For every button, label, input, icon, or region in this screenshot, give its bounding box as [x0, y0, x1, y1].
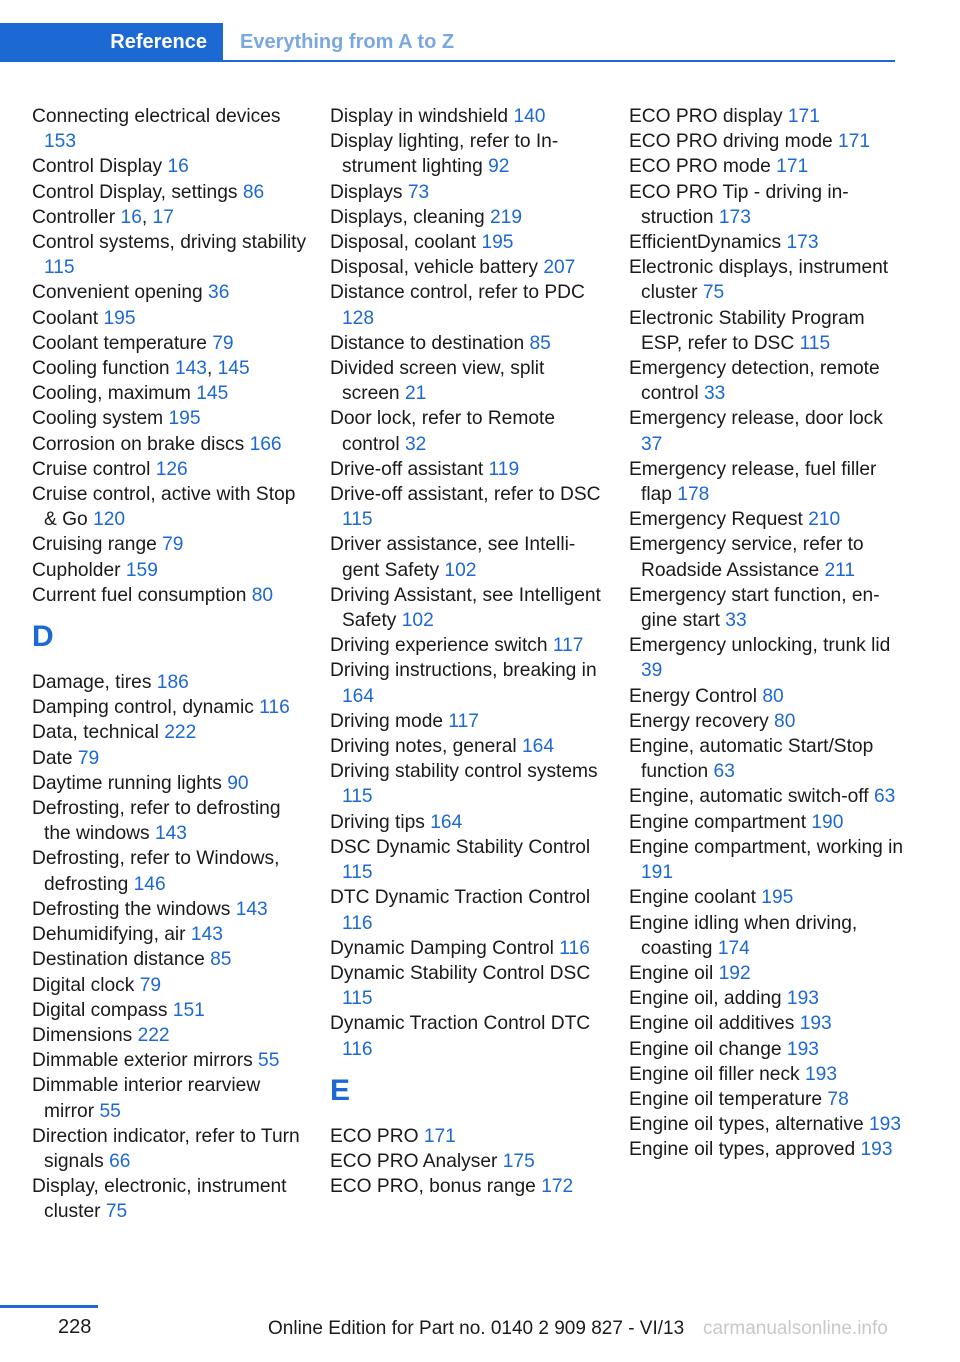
- index-entry-term: Dimmable interior rearview mirror: [32, 1075, 261, 1122]
- index-entry-term: Distance to destination: [330, 332, 525, 354]
- page-link[interactable]: 92: [488, 156, 510, 178]
- page-link[interactable]: 171: [787, 106, 820, 127]
- index-entry: [32, 406, 307, 431]
- page-link[interactable]: 79: [212, 332, 234, 354]
- page-link[interactable]: 195: [168, 408, 201, 430]
- index-entry: [330, 180, 605, 205]
- page-link[interactable]: 36: [208, 282, 230, 304]
- index-entry-term: EfficientDynamics: [629, 232, 782, 254]
- index-entry: [330, 709, 605, 734]
- index-entry: [629, 835, 904, 885]
- index-entry: [629, 633, 904, 683]
- index-entry-term: Engine oil change: [629, 1038, 782, 1060]
- index-entry: [32, 973, 307, 998]
- index-entry-term: Emergency Request: [629, 509, 803, 531]
- index-entry-term: Engine oil types, alternative: [629, 1114, 864, 1136]
- page-link[interactable]: 78: [827, 1088, 849, 1110]
- page-link[interactable]: 85: [210, 949, 232, 971]
- index-entry: [32, 1073, 307, 1123]
- index-entry-term: Cooling function: [32, 358, 170, 380]
- page-link[interactable]: 126: [155, 458, 188, 480]
- page-link[interactable]: 79: [162, 534, 184, 556]
- index-entry: [330, 331, 605, 356]
- page-link[interactable]: 90: [227, 772, 249, 794]
- page-link[interactable]: 55: [99, 1100, 121, 1122]
- index-entry-term: Cooling system: [32, 408, 164, 430]
- index-entry-term: Driving notes, general: [330, 736, 517, 758]
- page-link[interactable]: 143: [174, 358, 207, 380]
- page-link[interactable]: 166: [249, 433, 282, 455]
- index-entry-term: Electronic displays, instrument cluster: [629, 257, 889, 304]
- index-entry: [32, 695, 307, 720]
- page-link[interactable]: 193: [799, 1013, 832, 1035]
- index-entry: [330, 532, 605, 582]
- page-link[interactable]: 222: [137, 1024, 170, 1046]
- index-entry-term: Disposal, vehicle battery: [330, 257, 538, 279]
- index-entry-term: Engine oil, adding: [629, 988, 782, 1010]
- index-entry-term: Displays: [330, 181, 403, 203]
- page-link[interactable]: 119: [488, 458, 520, 480]
- page-link[interactable]: 140: [513, 106, 546, 127]
- page-link[interactable]: 79: [77, 747, 100, 769]
- index-entry: [330, 1124, 605, 1149]
- index-entry: [32, 720, 307, 745]
- index-entry: [32, 796, 307, 846]
- index-entry: [330, 1011, 605, 1061]
- index-entry-term: Drive-off assistant, refer to DSC: [330, 484, 601, 506]
- index-entry: [629, 306, 904, 356]
- index-entry-term: Dimensions: [32, 1024, 133, 1046]
- index-entry-term: Emergency unlocking, trunk lid: [629, 635, 891, 657]
- index-entry-term: Cruising range: [32, 534, 157, 556]
- index-entry-term: Driving Assistant, see Intelligent Safety: [330, 584, 601, 632]
- index-entry: [330, 1174, 605, 1199]
- page-link[interactable]: 222: [164, 722, 197, 744]
- index-entry-term: Electronic Stability Program ESP, refer to DSC: [629, 307, 865, 354]
- index-entry-term: Engine oil: [629, 962, 714, 984]
- index-entry-term: DTC Dynamic Traction Control: [330, 887, 591, 909]
- index-entry: [330, 633, 605, 658]
- index-entry-term: Engine coolant: [629, 887, 756, 909]
- index-entry-term: Engine idling when driving, coasting: [629, 912, 858, 959]
- page-link[interactable]: 63: [873, 786, 896, 808]
- index-entry-term: Engine, automatic switch-off: [629, 786, 869, 808]
- index-entry-term: Dimmable exterior mirrors: [32, 1050, 253, 1072]
- page-link[interactable]: 193: [805, 1063, 838, 1085]
- index-entry: [330, 658, 605, 708]
- page-link[interactable]: 116: [559, 937, 590, 959]
- index-entry: [32, 180, 307, 205]
- index-entry: [330, 835, 605, 885]
- footer-rule: [0, 1305, 98, 1308]
- index-entry: [32, 846, 307, 896]
- index-entry-term: Displays, cleaning: [330, 206, 485, 228]
- index-entry: [330, 255, 605, 280]
- page-link[interactable]: 73: [407, 181, 430, 203]
- index-entry: [32, 306, 307, 331]
- page-link[interactable]: 146: [133, 873, 166, 895]
- index-entry-term: Distance control, refer to PDC: [330, 282, 585, 304]
- page-link[interactable]: 80: [762, 685, 784, 707]
- page-link[interactable]: 115: [342, 509, 373, 531]
- index-entry-term: Driving tips: [330, 811, 425, 833]
- index-entry: [629, 1011, 904, 1036]
- index-column-2: [330, 104, 605, 1199]
- page-link[interactable]: 116: [342, 1038, 373, 1060]
- page-link[interactable]: 186: [156, 672, 189, 694]
- index-entry-term: Current fuel consumption: [32, 584, 247, 606]
- index-entry-term: Digital compass: [32, 999, 168, 1021]
- index-entry: [629, 734, 904, 784]
- page-link[interactable]: 32: [404, 433, 427, 455]
- index-entry-term: Engine oil additives: [629, 1013, 795, 1035]
- page-link[interactable]: 178: [677, 484, 710, 506]
- index-entry: [32, 457, 307, 482]
- page-link[interactable]: 75: [105, 1201, 128, 1223]
- index-entry-term: Display, electronic, instrument cluster: [32, 1176, 287, 1223]
- index-entry-term: Engine compartment, working in: [629, 836, 904, 858]
- index-entry-term: Corrosion on brake discs: [32, 433, 245, 455]
- index-entry-term: Disposal, coolant: [330, 232, 477, 254]
- page-link[interactable]: 16: [167, 156, 189, 178]
- index-entry: [330, 961, 605, 1011]
- page-link[interactable]: 143: [190, 924, 223, 946]
- index-entry: [629, 1037, 904, 1062]
- index-entry: [330, 482, 605, 532]
- index-entry-term: Emergency start function, engine start: [629, 584, 880, 632]
- index-entry-term: Cupholder: [32, 559, 121, 581]
- page-link[interactable]: 174: [717, 937, 750, 959]
- page-link[interactable]: 117: [552, 635, 584, 657]
- page-header: [0, 23, 895, 62]
- index-entry: [32, 104, 307, 154]
- index-entry: [629, 583, 904, 633]
- index-entry: [629, 709, 904, 734]
- index-entry: [629, 507, 904, 532]
- index-entry: [629, 911, 904, 961]
- index-entry-term: Controller: [32, 206, 116, 228]
- index-entry-term: Data, technical: [32, 722, 159, 744]
- index-entry: [629, 1112, 904, 1137]
- page-link[interactable]: 145: [196, 383, 229, 405]
- index-entry-term: Dehumidifying, air: [32, 924, 186, 946]
- index-entry: [629, 255, 904, 305]
- index-entry: [32, 558, 307, 583]
- page-link[interactable]: 63: [713, 761, 735, 783]
- page-link[interactable]: 192: [718, 962, 751, 984]
- page-link[interactable]: 115: [342, 862, 373, 884]
- page-link[interactable]: 21: [404, 383, 427, 405]
- index-entry-term: ECO PRO Tip - driving instruction: [629, 181, 849, 228]
- index-entry-term: Energy recovery: [629, 710, 769, 732]
- index-entry: [330, 230, 605, 255]
- index-entry: [629, 961, 904, 986]
- page-link[interactable]: 16: [120, 206, 142, 228]
- index-entry-term: Damage, tires: [32, 672, 152, 694]
- index-entry: [629, 532, 904, 582]
- index-entry: [629, 457, 904, 507]
- index-entry: [629, 684, 904, 709]
- page-link[interactable]: 193: [786, 1038, 819, 1060]
- index-entry: [330, 104, 605, 129]
- index-entry-term: Destination distance: [32, 949, 205, 971]
- page-link[interactable]: 85: [529, 332, 551, 354]
- index-entry-term: Display in windshield: [330, 106, 509, 127]
- chapter-tab[interactable]: Everything from A to Z: [240, 31, 455, 53]
- page-link[interactable]: 80: [251, 584, 274, 606]
- index-entry: [330, 734, 605, 759]
- index-entry: [629, 885, 904, 910]
- index-entry-term: Drive-off assistant: [330, 458, 484, 480]
- page-link[interactable]: 55: [258, 1050, 280, 1072]
- index-entry-term: Emergency detection, remote control: [629, 358, 880, 405]
- index-entry: [32, 922, 307, 947]
- page-link[interactable]: 102: [444, 559, 477, 581]
- page-link[interactable]: 80: [774, 710, 796, 732]
- index-entry: [330, 583, 605, 633]
- index-entry: [32, 583, 307, 608]
- index-entry-term: Control Display, settings: [32, 181, 238, 203]
- index-entry: [629, 356, 904, 406]
- page-link[interactable]: 66: [109, 1150, 131, 1172]
- index-entry-term: ECO PRO driving mode: [629, 131, 833, 153]
- index-entry: [330, 129, 605, 179]
- page-link[interactable]: 210: [808, 509, 841, 531]
- index-entry-term: Energy Control: [629, 685, 757, 707]
- page-link[interactable]: 164: [342, 685, 375, 707]
- index-entry: [330, 759, 605, 809]
- index-entry-term: DSC Dynamic Stability Control: [330, 836, 591, 858]
- index-entry-term: Engine compartment: [629, 811, 807, 833]
- index-entry: [330, 885, 605, 935]
- page-link[interactable]: 171: [776, 156, 809, 178]
- index-entry: [330, 205, 605, 230]
- index-entry-term: Driving stability control systems: [330, 761, 598, 783]
- index-entry-term: Engine, automatic Start/Stop function: [629, 736, 874, 783]
- index-entry-term: Engine oil temperature: [629, 1088, 823, 1110]
- index-entry-term: Driving instructions, breaking in: [330, 660, 597, 682]
- index-entry-term: Display lighting, refer to Instrument lighting: [330, 131, 559, 178]
- page-link[interactable]: 151: [172, 999, 205, 1021]
- page-link[interactable]: 173: [718, 206, 751, 228]
- index-entry: [32, 670, 307, 695]
- index-entry: [330, 810, 605, 835]
- index-entry-term: Cruise control: [32, 458, 151, 480]
- page-link[interactable]: 171: [423, 1125, 456, 1147]
- page-link[interactable]: 145: [217, 358, 250, 380]
- page-link[interactable]: 37: [641, 433, 663, 455]
- index-entry-term: Dynamic Traction Control DTC: [330, 1013, 591, 1035]
- index-entry: [32, 1023, 307, 1048]
- page-link[interactable]: 164: [522, 736, 555, 758]
- page-link[interactable]: 195: [761, 887, 794, 909]
- page-link[interactable]: 195: [103, 307, 136, 329]
- page-link[interactable]: 172: [541, 1176, 574, 1198]
- index-entry: [330, 356, 605, 406]
- index-entry: [629, 230, 904, 255]
- index-entry: Controller 16, 17: [32, 206, 174, 228]
- page-link[interactable]: 191: [641, 862, 674, 884]
- page-link[interactable]: 79: [139, 974, 162, 996]
- page-link[interactable]: 193: [869, 1114, 902, 1136]
- index-entry-term: Dynamic Damping Control: [330, 937, 554, 959]
- header-rule: [0, 60, 895, 62]
- index-entry-term: Driver assistance, see Intelligent Safety: [330, 534, 576, 581]
- index-column-1: [32, 104, 307, 1225]
- index-entry: [629, 180, 904, 230]
- page-link[interactable]: 115: [799, 332, 831, 354]
- index-entry-term: ECO PRO, bonus range: [330, 1176, 536, 1198]
- index-entry-term: Emergency service, refer to Roadside Assistance: [629, 534, 864, 581]
- page-link[interactable]: 173: [786, 232, 819, 254]
- index-entry: [330, 936, 605, 961]
- page-link[interactable]: 143: [235, 898, 268, 920]
- index-entry: [32, 1174, 307, 1224]
- index-entry-term: Coolant temperature: [32, 332, 207, 354]
- page-link[interactable]: 102: [401, 610, 434, 632]
- index-entry: [330, 1149, 605, 1174]
- index-entry-term: ECO PRO display: [629, 106, 783, 127]
- page-link[interactable]: 159: [125, 559, 158, 581]
- index-entry-term: Date: [32, 747, 73, 769]
- index-entry: [32, 280, 307, 305]
- page-link[interactable]: 211: [824, 559, 856, 581]
- index-entry: [629, 104, 904, 129]
- index-entry-term: Digital clock: [32, 974, 135, 996]
- page-link[interactable]: 116: [342, 912, 373, 934]
- index-entry-term: ECO PRO: [330, 1125, 419, 1147]
- page-link[interactable]: 153: [44, 131, 77, 153]
- index-entry-term: Damping control, dynamic: [32, 697, 254, 719]
- index-entry: [32, 230, 307, 280]
- index-entry-term: Divided screen view, split screen: [330, 358, 545, 405]
- page-link[interactable]: 17: [152, 206, 174, 228]
- index-entry-term: Cooling, maximum: [32, 383, 191, 405]
- index-entry-term: Control systems, driving stability: [32, 232, 307, 254]
- index-entry-term: Engine oil types, approved: [629, 1139, 856, 1161]
- page-link[interactable]: 193: [860, 1139, 893, 1161]
- index-entry-term: Dynamic Stability Control DSC: [330, 962, 591, 984]
- index-entry: [330, 406, 605, 456]
- index-entry-term: Driving mode: [330, 710, 444, 732]
- index-entry-term: Defrosting, refer to defrosting the windows: [32, 798, 281, 845]
- index-entry: [629, 406, 904, 456]
- index-letter-heading: E: [330, 1073, 351, 1107]
- index-entry-term: Defrosting the windows: [32, 898, 231, 920]
- page-link[interactable]: 143: [154, 823, 187, 845]
- section-tab[interactable]: Reference: [0, 23, 223, 62]
- index-entry: [629, 784, 904, 809]
- index-entry-term: Engine oil filler neck: [629, 1063, 800, 1085]
- index-entry: [629, 810, 904, 835]
- index-entry-term: Door lock, refer to Remote control: [330, 408, 556, 455]
- index-entry: [32, 154, 307, 179]
- index-entry: [330, 457, 605, 482]
- index-entry: Cooling function 143, 145: [32, 358, 250, 380]
- index-entry: [32, 482, 307, 532]
- page-link[interactable]: 171: [838, 131, 871, 153]
- page-link[interactable]: 175: [502, 1150, 535, 1172]
- index-entry: [32, 897, 307, 922]
- index-entry: [32, 381, 307, 406]
- page-link[interactable]: 33: [725, 610, 747, 632]
- index-entry-term: Convenient opening: [32, 282, 203, 304]
- index-entry: [32, 771, 307, 796]
- index-entry: [629, 1137, 904, 1162]
- index-entry-term: Defrosting, refer to Windows, defrosting: [32, 848, 280, 895]
- index-entry-term: Control Display: [32, 156, 163, 178]
- index-entry: [32, 331, 307, 356]
- index-entry: [32, 1048, 307, 1073]
- index-entry-term: Emergency release, fuel filler flap: [629, 458, 877, 506]
- index-entry-term: Emergency release, door lock: [629, 408, 883, 430]
- page-link[interactable]: 86: [242, 181, 265, 203]
- index-entry-term: Direction indicator, refer to Turn signals: [32, 1125, 300, 1172]
- index-entry: [32, 998, 307, 1023]
- index-entry-term: Coolant: [32, 307, 99, 329]
- page-link[interactable]: 115: [44, 257, 75, 279]
- page-link[interactable]: 117: [448, 710, 479, 732]
- index-entry: [32, 432, 307, 457]
- index-entry-term: Connecting electrical devices: [32, 106, 281, 127]
- page-link[interactable]: 116: [259, 697, 290, 719]
- index-entry-term: ECO PRO Analyser: [330, 1150, 498, 1172]
- page-link[interactable]: 39: [641, 660, 663, 682]
- page-link[interactable]: 120: [93, 509, 126, 531]
- index-entry-term: Cruise control, active with Stop & Go: [32, 484, 296, 531]
- page-link[interactable]: 75: [702, 282, 725, 304]
- page-link[interactable]: 207: [543, 257, 576, 279]
- index-entry-term: Driving experience switch: [330, 635, 548, 657]
- index-column-3: [629, 104, 904, 1163]
- page-link[interactable]: 193: [786, 988, 819, 1010]
- index-entry-term: ECO PRO mode: [629, 156, 771, 178]
- page-link[interactable]: 219: [490, 206, 523, 228]
- index-letter-heading: D: [32, 620, 54, 654]
- page-number: 228: [58, 1316, 92, 1338]
- index-entry: [629, 154, 904, 179]
- edition-note: Online Edition for Part no. 0140 2 909 827 - VI/13: [268, 1318, 685, 1339]
- index-entry: [629, 1087, 904, 1112]
- page-link[interactable]: 128: [342, 307, 375, 329]
- index-entry: [629, 129, 904, 154]
- page-link[interactable]: 195: [481, 232, 514, 254]
- page-link[interactable]: 190: [811, 811, 844, 833]
- watermark: carmanualsonline.info: [703, 1318, 888, 1339]
- index-entry: [32, 532, 307, 557]
- index-entry-term: Daytime running lights: [32, 772, 222, 794]
- index-entry: [629, 986, 904, 1011]
- page-link[interactable]: 115: [342, 988, 373, 1010]
- index-entry: [32, 947, 307, 972]
- page-link[interactable]: 115: [342, 786, 373, 808]
- page-link[interactable]: 33: [703, 383, 726, 405]
- index-entry: [32, 746, 307, 771]
- index-entry: [32, 1124, 307, 1174]
- index-entry: [629, 1062, 904, 1087]
- page-link[interactable]: 164: [430, 811, 463, 833]
- index-entry: [330, 280, 605, 330]
